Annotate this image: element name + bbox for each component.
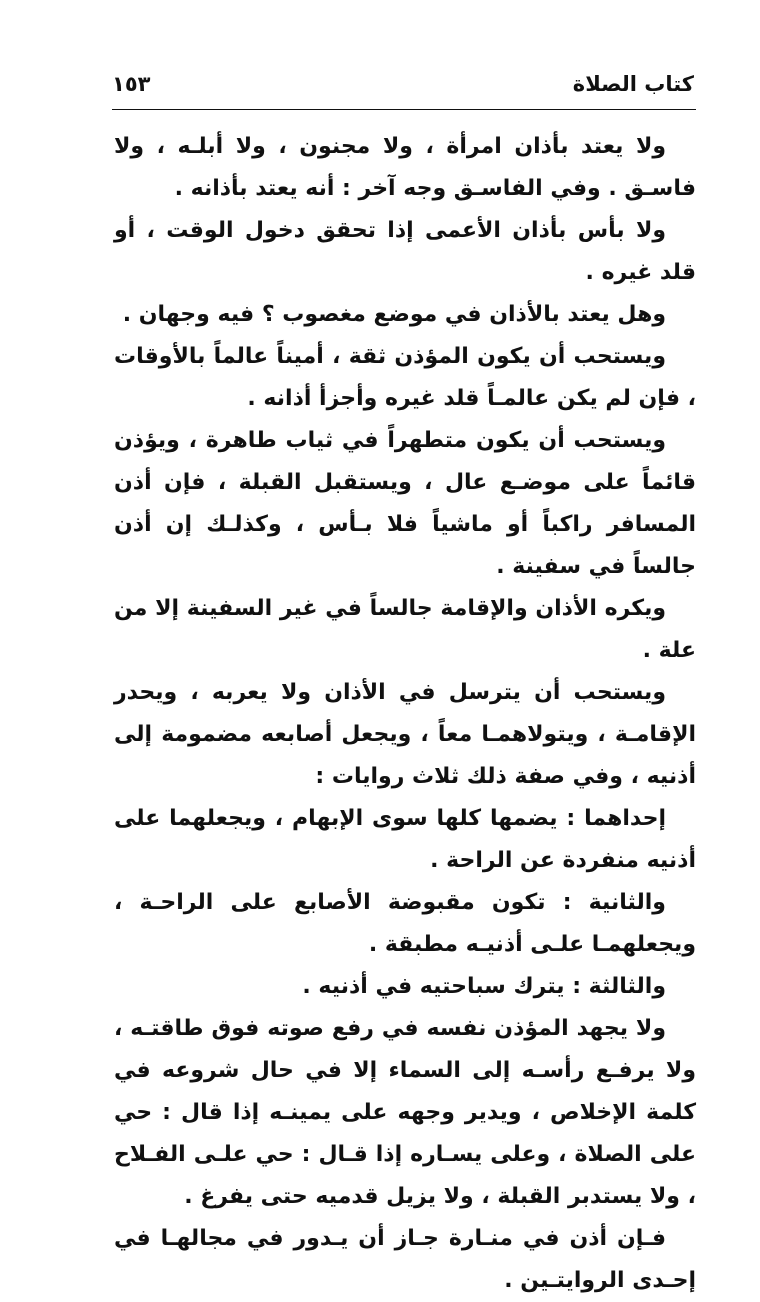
paragraph: ولا يعتد بأذان امرأة ، ولا مجنون ، ولا أبلـه ، ولا فاسـق . وفي الفاسـق وجه آخر : أنه يعتد بأذانه . bbox=[114, 134, 696, 201]
body-text bbox=[114, 126, 696, 1302]
paragraph: والثالثة : يترك سباحتيه في أذنيه . bbox=[302, 974, 666, 999]
page-number: ١٥٣ bbox=[112, 72, 151, 96]
paragraph: ويكره الأذان والإقامة جالساً في غير السفينة إلا من علة . bbox=[114, 596, 696, 663]
header-divider bbox=[112, 109, 696, 110]
paragraph: وهل يعتد بالأذان في موضع مغصوب ؟ فيه وجهان . bbox=[122, 302, 666, 327]
paragraph: ويستحب أن يكون المؤذن ثقة ، أميناً عالماً بالأوقات ، فإن لم يكن عالمـاً قلد غيره وأجزأ أذانه . bbox=[114, 344, 696, 411]
paragraph: إحداهما : يضمها كلها سوى الإبهام ، ويجعلهما على أذنيه منفردة عن الراحة . bbox=[114, 806, 696, 873]
paragraph: ولا يجهد المؤذن نفسه في رفع صوته فوق طاقتـه ، ولا يرفـع رأسـه إلى السماء إلا في حال شروعه في كلمة الإخلاص ، ويدير وجهه على يمينـه إذا قال : حي على الصلاة ، وعلى يسـاره إذا قـال : حي علـى الفـلاح ، ولا يستدبر القبلة ، ولا يزيل قدميه حتى يفرغ . bbox=[114, 1016, 696, 1209]
paragraph: ويستحب أن يترسل في الأذان ولا يعربه ، ويحدر الإقامـة ، ويتولاهمـا معاً ، ويجعل أصابعه مضمومة إلى أذنيه ، وفي صفة ذلك ثلاث روايات : bbox=[114, 680, 696, 789]
paragraph: فـإن أذن في منـارة جـاز أن يـدور في مجالهـا في إحـدى الروايتـين . bbox=[114, 1226, 696, 1293]
running-header bbox=[112, 66, 694, 106]
book-title: كتاب الصلاة bbox=[572, 72, 694, 96]
paragraph: والثانية : تكون مقبوضة الأصابع على الراحـة ، ويجعلهمـا علـى أذنيـه مطبقة . bbox=[114, 890, 696, 957]
paragraph: ويستحب أن يكون متطهراً في ثياب طاهرة ، ويؤذن قائماً على موضـع عال ، ويستقبل القبلة ، فإن أذن المسافر راكباً أو ماشياً فلا بـأس ، وكذلـك إن أذن جالساً في سفينة . bbox=[114, 428, 696, 579]
paragraph: ولا بأس بأذان الأعمى إذا تحقق دخول الوقت ، أو قلد غيره . bbox=[114, 218, 696, 285]
